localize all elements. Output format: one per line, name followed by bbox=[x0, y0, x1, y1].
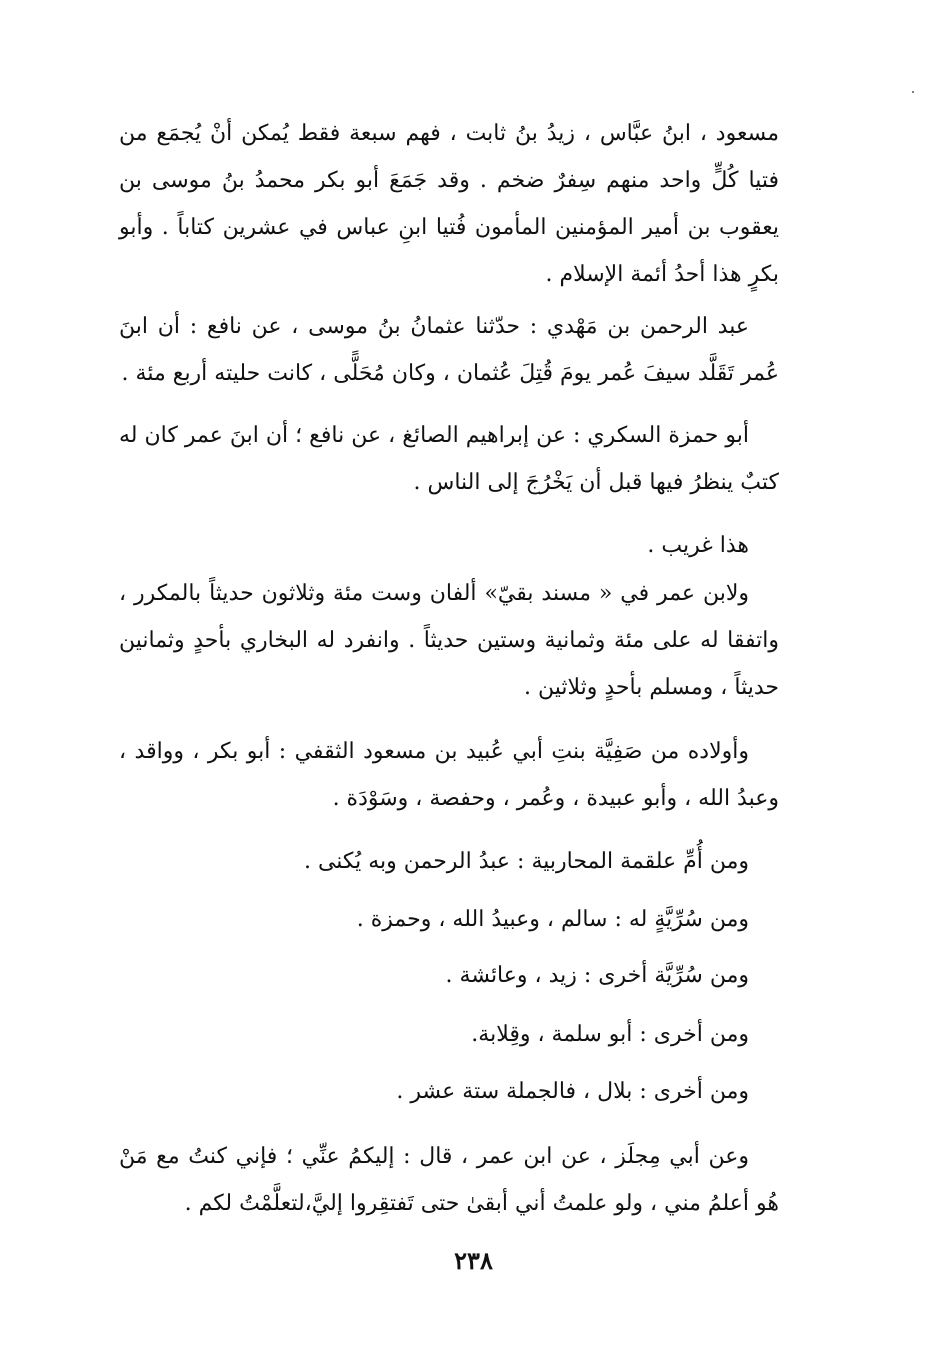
paragraph-1: مسعود ، ابنُ عبَّاس ، زيدُ بنُ ثابت ، فهم سبعة فقط يُمكن أنْ يُجمَع من فتيا كُلٍّ واحد منهم سِفرٌ ضخم . وقد جَمَعَ أبو بكر محمدُ بنُ موسى بن يعقوب بن أمير المؤمنين المأمون فُتيا ابنِ عباس في عشرين كتاباً . وأبو بكرٍ هذا أحدُ أئمة الإسلام . bbox=[119, 121, 779, 287]
paragraph-4: هذا غريب . bbox=[647, 533, 749, 558]
scan-speck bbox=[912, 91, 914, 93]
paragraph-11: ومن أخرى : بلال ، فالجملة ستة عشر . bbox=[396, 1079, 749, 1104]
paragraph-3: أبو حمزة السكري : عن إبراهيم الصائغ ، عن نافع ؛ أن ابنَ عمر كان له كتبٌ ينظرُ فيها قبل أن يَخْرُجَ إلى الناس . bbox=[119, 423, 779, 495]
paragraph-8: ومن سُرِّيَّةٍ له : سالم ، وعبيدُ الله ، وحمزة . bbox=[356, 907, 749, 932]
paragraph-12: وعن أبي مِجلَز ، عن ابن عمر ، قال : إليكمُ عنِّي ؛ فإني كنتُ مع مَنْ هُو أعلمُ مني ، ولو علمتُ أني أبقىٰ حتى تَفتقِروا إليَّ،لتعلَّمْتُ لكم . bbox=[119, 1144, 779, 1216]
paragraph-9: ومن سُرِّيَّة أخرى : زيد ، وعائشة . bbox=[445, 963, 749, 988]
paragraph-10: ومن أخرى : أبو سلمة ، وقِلابة. bbox=[471, 1022, 749, 1047]
paragraph-5: ولابن عمر في « مسند بقيّ» ألفان وست مئة وثلاثون حديثاً بالمكرر ، واتفقا له على مئة وثمانية وستين حديثاً . وانفرد له البخاري بأحدٍ وثمانين حديثاً ، ومسلم بأحدٍ وثلاثين . bbox=[119, 581, 779, 700]
paragraph-7: ومن أُمِّ علقمة المحاربية : عبدُ الرحمن وبه يُكنى . bbox=[303, 849, 749, 874]
paragraph-2: عبد الرحمن بن مَهْدي : حدّثنا عثمانُ بنُ موسى ، عن نافع : أن ابنَ عُمر تَقَلَّد سيفَ عُمر يومَ قُتِلَ عُثمان ، وكان مُحَلًّى ، كانت حليته أربع مئة . bbox=[119, 314, 779, 386]
page-number: ٢٣٨ bbox=[454, 1246, 493, 1275]
paragraph-6: وأولاده من صَفِيَّة بنتِ أبي عُبيد بن مسعود الثقفي : أبو بكر ، وواقد ، وعبدُ الله ، وأبو عبيدة ، وعُمر ، وحفصة ، وسَوْدَة . bbox=[119, 739, 779, 811]
